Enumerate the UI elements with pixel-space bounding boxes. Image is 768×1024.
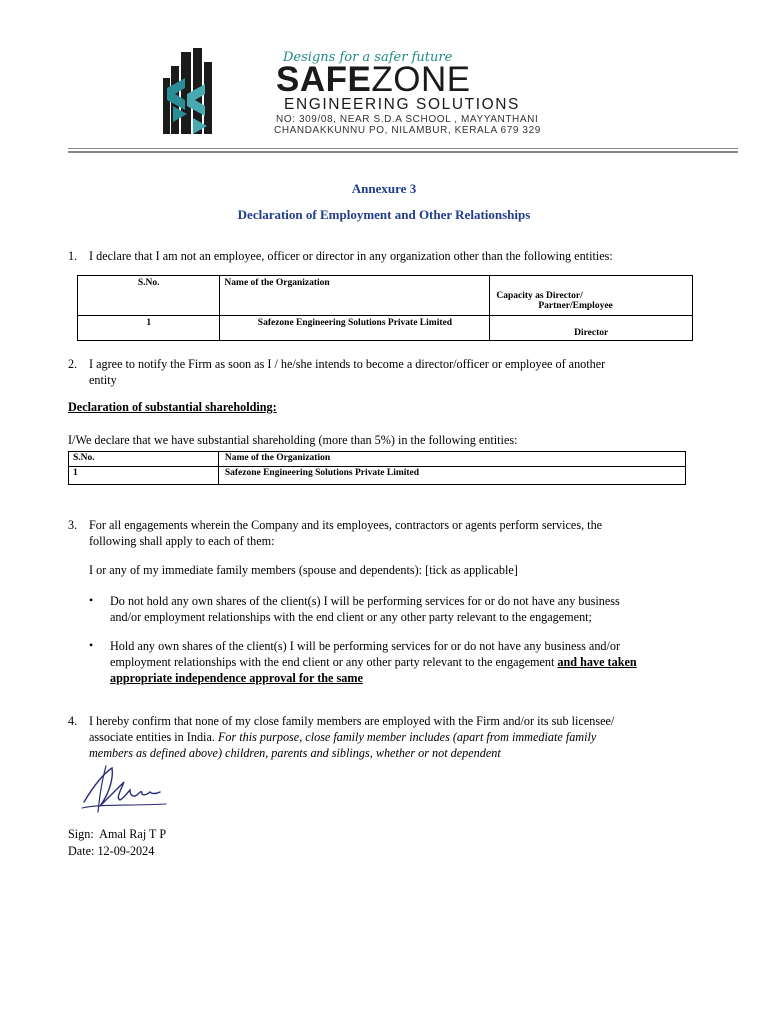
item2-number: 2. — [68, 357, 78, 371]
signer-name: Amal Raj T P — [99, 827, 167, 841]
bullet2-line3: appropriate independence approval for the same — [110, 671, 363, 685]
date-label: Date: — [68, 844, 95, 858]
table-header-cell: S.No. — [78, 276, 220, 316]
bullet-icon: • — [89, 593, 94, 607]
declaration-title: Declaration of Employment and Other Relationships — [237, 207, 531, 222]
item3-number: 3. — [68, 518, 78, 532]
shareholding-heading: Declaration of substantial shareholding: — [68, 400, 277, 414]
item1-text: I declare that I am not an employee, officer or director in any organization other than the following entities: — [89, 249, 613, 263]
item4-number: 4. — [68, 714, 78, 728]
table-cell: Safezone Engineering Solutions Private Limited — [220, 316, 490, 341]
company-sub-brand: ENGINEERING SOLUTIONS — [284, 96, 520, 113]
item3-text-line2: following shall apply to each of them: — [89, 534, 275, 548]
item4-text-line1: I hereby confirm that none of my close family members are employed with the Firm and/or its sub licensee/ — [89, 714, 615, 728]
table-header-cell: S.No. — [69, 452, 219, 467]
table-cell: Safezone Engineering Solutions Private Limited — [218, 467, 685, 485]
sign-label: Sign: — [68, 827, 94, 841]
bullet2-line2 — [110, 654, 637, 670]
item2-text-line2: entity — [89, 373, 117, 387]
header-divider-thin — [68, 148, 738, 149]
annexure-title: Annexure 3 — [351, 181, 417, 196]
table-row — [69, 467, 686, 485]
table-row — [78, 316, 693, 341]
bullet1-line1: Do not hold any own shares of the client(s) I will be performing services for or do not have any business — [110, 594, 620, 608]
item4-text-line2-italic: For this purpose, close family member includes (apart from immediate family — [217, 730, 597, 744]
table-cell: 1 — [69, 467, 219, 485]
header-divider-thick — [68, 151, 738, 153]
company-brand-name — [276, 60, 471, 100]
item3-text-line1: For all engagements wherein the Company and its employees, contractors or agents perform services, the — [89, 518, 603, 532]
brand-safe-text: SAFE — [276, 60, 372, 99]
table-header-cell: Name of the Organization — [220, 276, 490, 316]
capacity-header-line1: Capacity as Director/ — [496, 291, 583, 301]
table-cell: 1 — [78, 316, 220, 341]
company-tagline: Designs for a safer future — [283, 50, 453, 65]
company-address-line1: NO: 309/08, NEAR S.D.A SCHOOL , MAYYANTHANI — [276, 114, 539, 125]
shareholding-text: I/We declare that we have substantial shareholding (more than 5%) in the following entities: — [68, 433, 518, 447]
bullet2-line2-bold: and have taken — [557, 655, 637, 669]
brand-zone-text: ZONE — [371, 60, 471, 99]
company-logo-icon — [163, 48, 213, 134]
item2-text-line1: I agree to notify the Firm as soon as I / he/she intends to become a director/officer or employee of another — [89, 357, 606, 371]
item4-text-line2 — [89, 729, 596, 745]
table-cell: Director — [490, 316, 693, 341]
date-line — [68, 843, 154, 859]
table-header-cell — [490, 276, 693, 316]
signature-date: 12-09-2024 — [97, 844, 155, 858]
table-header-row — [78, 276, 693, 316]
item1-number: 1. — [68, 249, 78, 263]
bullet-icon: • — [89, 638, 94, 652]
capacity-header-line2: Partner/Employee — [538, 301, 613, 311]
sign-line — [68, 826, 166, 842]
item4-text-line3: members as defined above) children, parents and siblings, whether or not dependent — [89, 746, 501, 760]
item3-intro: I or any of my immediate family members (spouse and dependents): [tick as applicable] — [89, 563, 518, 577]
handwritten-signature-icon — [76, 762, 172, 820]
table-header-row — [69, 452, 686, 467]
table-header-cell: Name of the Organization — [218, 452, 685, 467]
bullet2-line2-plain: employment relationships with the end client or any other party relevant to the engagement — [110, 655, 558, 669]
employment-table — [77, 275, 693, 341]
company-address-line2: CHANDAKKUNNU PO, NILAMBUR, KERALA 679 329 — [274, 125, 541, 136]
item4-text-line2-plain: associate entities in India. — [89, 730, 218, 744]
shareholding-table — [68, 451, 686, 485]
bullet1-line2: and/or employment relationships with the end client or any other party relevant to the engagement; — [110, 610, 592, 624]
bullet2-line1: Hold any own shares of the client(s) I will be performing services for or do not have any business and/or — [110, 639, 621, 653]
